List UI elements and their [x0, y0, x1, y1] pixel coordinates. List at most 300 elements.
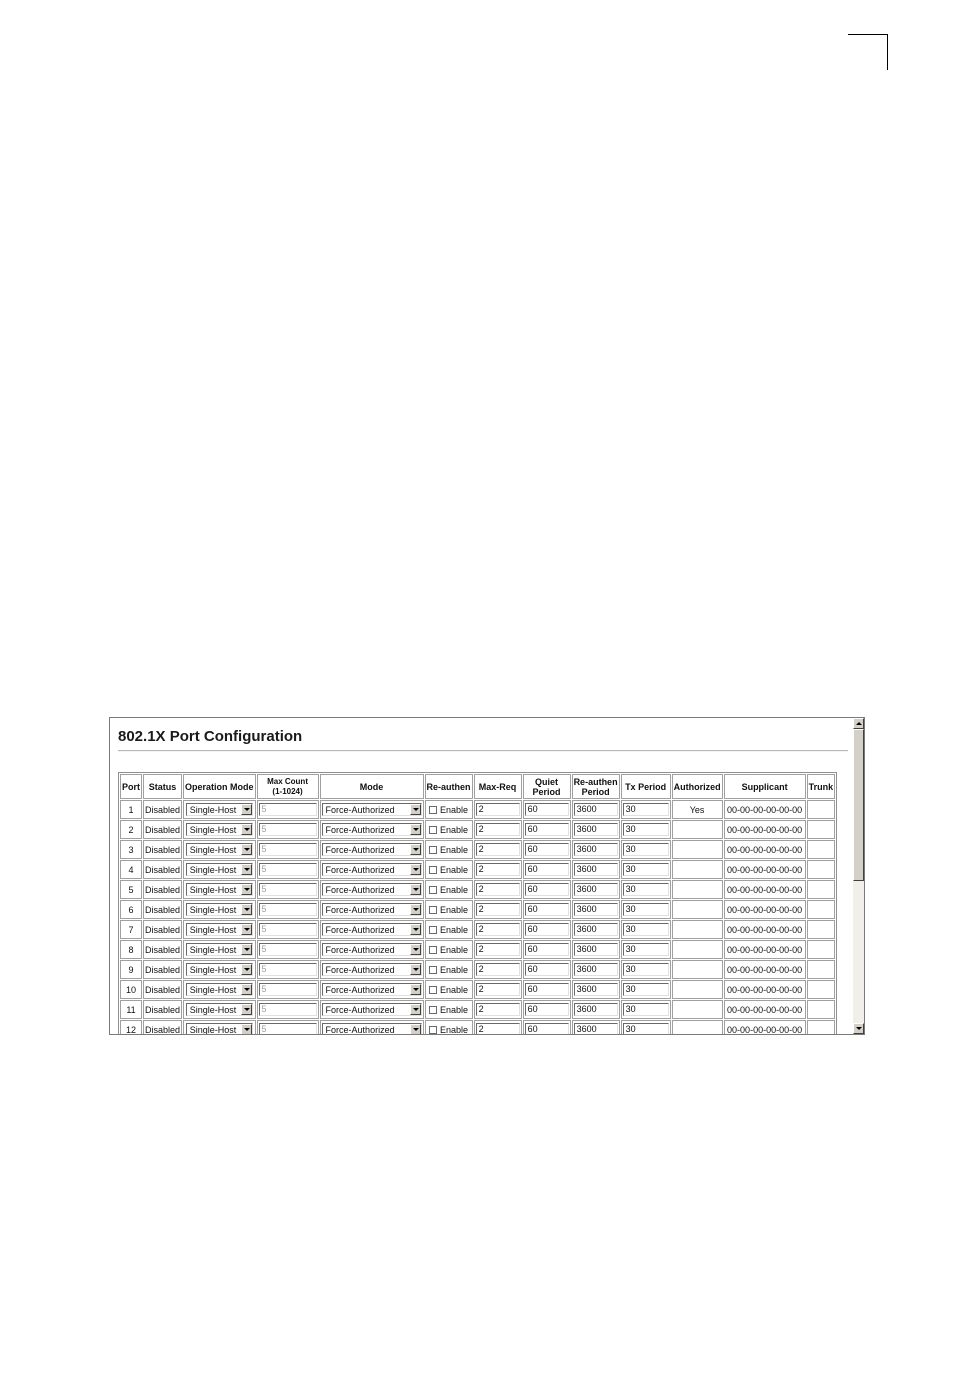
cell-max-req — [474, 840, 522, 859]
operation-mode-select[interactable] — [186, 943, 253, 956]
cell-port: 5 — [120, 880, 142, 899]
mode-select[interactable] — [322, 863, 422, 876]
tx-period-input[interactable]: 30 — [623, 943, 669, 956]
cell-supplicant: 00-00-00-00-00-00 — [724, 840, 806, 859]
table-row — [120, 860, 835, 879]
tx-period-input[interactable]: 30 — [623, 903, 669, 916]
cell-max-count — [257, 900, 319, 919]
operation-mode-value: Single-Host — [189, 945, 237, 955]
quiet-period-input[interactable]: 60 — [525, 1023, 569, 1034]
mode-select[interactable] — [322, 903, 422, 916]
cell-quiet-period — [523, 800, 571, 819]
cell-tx-period — [621, 980, 671, 999]
reauth-enable-checkbox[interactable] — [429, 866, 437, 874]
cell-reauth-period — [572, 840, 620, 859]
cell-quiet-period — [523, 1000, 571, 1019]
operation-mode-value: Single-Host — [189, 805, 237, 815]
quiet-period-input[interactable]: 60 — [525, 843, 569, 856]
operation-mode-select[interactable] — [186, 963, 253, 976]
cell-supplicant: 00-00-00-00-00-00 — [724, 800, 806, 819]
title-divider-highlight — [118, 751, 848, 752]
max-req-input[interactable]: 2 — [476, 963, 520, 976]
reauth-enable-label: Enable — [440, 924, 469, 935]
tx-period-input[interactable]: 30 — [623, 843, 669, 856]
chevron-down-icon[interactable] — [410, 944, 421, 955]
operation-mode-select[interactable] — [186, 803, 253, 816]
mode-select[interactable] — [322, 1003, 422, 1016]
reauth-enable-checkbox[interactable] — [429, 906, 437, 914]
cell-port: 7 — [120, 920, 142, 939]
chevron-down-icon[interactable] — [410, 844, 421, 855]
mode-value: Force-Authorized — [325, 1025, 395, 1034]
cell-quiet-period — [523, 860, 571, 879]
mode-select[interactable] — [322, 803, 422, 816]
tx-period-input[interactable]: 30 — [623, 1003, 669, 1016]
reauth-enable-checkbox[interactable] — [429, 966, 437, 974]
operation-mode-value: Single-Host — [189, 1025, 237, 1034]
max-count-input[interactable]: 5 — [259, 923, 317, 936]
max-req-input[interactable]: 2 — [476, 943, 520, 956]
cell-re-authen — [425, 960, 473, 979]
cell-mode — [320, 800, 424, 819]
chevron-down-icon[interactable] — [241, 804, 252, 815]
cell-max-req — [474, 940, 522, 959]
header-reauth-period — [572, 774, 620, 799]
quiet-period-input[interactable]: 60 — [525, 943, 569, 956]
header-supplicant: Supplicant — [724, 774, 806, 799]
chevron-down-icon[interactable] — [410, 904, 421, 915]
scrollbar-thumb[interactable] — [853, 729, 864, 881]
max-req-input[interactable]: 2 — [476, 883, 520, 896]
reauth-enable-checkbox[interactable] — [429, 986, 437, 994]
cell-port: 4 — [120, 860, 142, 879]
page-corner-mark — [848, 34, 888, 70]
chevron-down-icon[interactable] — [241, 824, 252, 835]
cell-tx-period — [621, 1000, 671, 1019]
operation-mode-value: Single-Host — [189, 885, 237, 895]
cell-trunk — [807, 820, 836, 839]
header-re-authen: Re-authen — [425, 774, 473, 799]
cell-operation-mode — [183, 900, 256, 919]
cell-reauth-period — [572, 900, 620, 919]
operation-mode-value: Single-Host — [189, 925, 237, 935]
max-count-input[interactable]: 5 — [259, 1003, 317, 1016]
chevron-down-icon[interactable] — [241, 844, 252, 855]
mode-value: Force-Authorized — [325, 1005, 395, 1015]
cell-port: 9 — [120, 960, 142, 979]
cell-status: Disabled — [143, 1020, 182, 1034]
cell-port: 3 — [120, 840, 142, 859]
cell-re-authen — [425, 840, 473, 859]
operation-mode-select[interactable] — [186, 863, 253, 876]
cell-quiet-period — [523, 940, 571, 959]
cell-re-authen — [425, 880, 473, 899]
cell-re-authen — [425, 800, 473, 819]
mode-value: Force-Authorized — [325, 885, 395, 895]
operation-mode-value: Single-Host — [189, 825, 237, 835]
table-row — [120, 880, 835, 899]
reauth-period-input[interactable]: 3600 — [574, 803, 618, 816]
operation-mode-select[interactable] — [186, 883, 253, 896]
reauth-period-input[interactable]: 3600 — [574, 843, 618, 856]
chevron-down-icon[interactable] — [410, 804, 421, 815]
browser-frame — [109, 717, 865, 1035]
header-reauth-line2: Period — [581, 786, 610, 797]
reauth-period-input[interactable]: 3600 — [574, 823, 618, 836]
mode-value: Force-Authorized — [325, 985, 395, 995]
mode-value: Force-Authorized — [325, 865, 395, 875]
cell-mode — [320, 1000, 424, 1019]
chevron-down-icon[interactable] — [241, 964, 252, 975]
cell-max-count — [257, 1000, 319, 1019]
operation-mode-select[interactable] — [186, 843, 253, 856]
cell-reauth-period — [572, 940, 620, 959]
cell-reauth-period — [572, 1000, 620, 1019]
chevron-down-icon[interactable] — [410, 924, 421, 935]
cell-port: 8 — [120, 940, 142, 959]
corner-mark-vertical — [887, 34, 888, 70]
max-count-input[interactable]: 5 — [259, 903, 317, 916]
reauth-period-input[interactable]: 3600 — [574, 943, 618, 956]
chevron-down-icon[interactable] — [410, 1024, 421, 1034]
tx-period-input[interactable]: 30 — [623, 963, 669, 976]
chevron-down-icon[interactable] — [410, 964, 421, 975]
cell-quiet-period — [523, 960, 571, 979]
cell-status: Disabled — [143, 980, 182, 999]
cell-max-req — [474, 1020, 522, 1034]
cell-authorized — [672, 820, 723, 839]
chevron-down-icon[interactable] — [241, 904, 252, 915]
chevron-down-icon[interactable] — [410, 984, 421, 995]
table-row — [120, 900, 835, 919]
chevron-down-icon[interactable] — [241, 864, 252, 875]
cell-mode — [320, 840, 424, 859]
max-req-input[interactable]: 2 — [476, 823, 520, 836]
mode-select[interactable] — [322, 843, 422, 856]
table-row — [120, 960, 835, 979]
cell-max-req — [474, 820, 522, 839]
max-count-input[interactable]: 5 — [259, 863, 317, 876]
mode-select[interactable] — [322, 943, 422, 956]
quiet-period-input[interactable]: 60 — [525, 1003, 569, 1016]
cell-reauth-period — [572, 860, 620, 879]
max-count-input[interactable]: 5 — [259, 843, 317, 856]
reauth-period-input[interactable]: 3600 — [574, 883, 618, 896]
cell-supplicant: 00-00-00-00-00-00 — [724, 860, 806, 879]
reauth-enable-checkbox[interactable] — [429, 926, 437, 934]
cell-trunk — [807, 960, 836, 979]
table-body — [120, 800, 835, 1034]
vertical-scrollbar[interactable] — [853, 718, 864, 1034]
cell-max-count — [257, 1020, 319, 1034]
cell-port: 11 — [120, 1000, 142, 1019]
reauth-period-input[interactable]: 3600 — [574, 963, 618, 976]
cell-operation-mode — [183, 980, 256, 999]
reauth-period-input[interactable]: 3600 — [574, 923, 618, 936]
mode-select[interactable] — [322, 983, 422, 996]
corner-mark-horizontal — [848, 34, 888, 35]
operation-mode-select[interactable] — [186, 1023, 253, 1034]
chevron-down-icon[interactable] — [241, 984, 252, 995]
cell-max-count — [257, 980, 319, 999]
cell-port: 2 — [120, 820, 142, 839]
cell-trunk — [807, 880, 836, 899]
reauth-enable-checkbox[interactable] — [429, 1006, 437, 1014]
cell-operation-mode — [183, 880, 256, 899]
cell-reauth-period — [572, 920, 620, 939]
cell-supplicant: 00-00-00-00-00-00 — [724, 1020, 806, 1034]
table-row — [120, 1020, 835, 1034]
max-count-input[interactable]: 5 — [259, 983, 317, 996]
cell-re-authen — [425, 900, 473, 919]
chevron-down-icon[interactable] — [241, 924, 252, 935]
tx-period-input[interactable]: 30 — [623, 803, 669, 816]
cell-port: 6 — [120, 900, 142, 919]
max-req-input[interactable]: 2 — [476, 863, 520, 876]
cell-max-req — [474, 860, 522, 879]
cell-tx-period — [621, 940, 671, 959]
operation-mode-select[interactable] — [186, 983, 253, 996]
tx-period-input[interactable]: 30 — [623, 983, 669, 996]
cell-status: Disabled — [143, 940, 182, 959]
cell-reauth-period — [572, 980, 620, 999]
chevron-down-icon[interactable] — [241, 884, 252, 895]
cell-quiet-period — [523, 880, 571, 899]
mode-select[interactable] — [322, 1023, 422, 1034]
cell-max-req — [474, 980, 522, 999]
max-req-input[interactable]: 2 — [476, 903, 520, 916]
reauth-enable-checkbox[interactable] — [429, 946, 437, 954]
max-req-input[interactable]: 2 — [476, 1023, 520, 1034]
cell-quiet-period — [523, 900, 571, 919]
reauth-enable-checkbox[interactable] — [429, 806, 437, 814]
tx-period-input[interactable]: 30 — [623, 1023, 669, 1034]
cell-reauth-period — [572, 800, 620, 819]
cell-supplicant: 00-00-00-00-00-00 — [724, 920, 806, 939]
cell-mode — [320, 900, 424, 919]
header-max-count-line2: (1-1024) — [272, 786, 303, 796]
max-req-input[interactable]: 2 — [476, 923, 520, 936]
reauth-enable-label: Enable — [440, 944, 469, 955]
operation-mode-value: Single-Host — [189, 905, 237, 915]
cell-tx-period — [621, 880, 671, 899]
cell-mode — [320, 1020, 424, 1034]
reauth-enable-checkbox[interactable] — [429, 1026, 437, 1034]
cell-quiet-period — [523, 920, 571, 939]
cell-authorized — [672, 920, 723, 939]
max-count-input[interactable]: 5 — [259, 1023, 317, 1034]
reauth-enable-checkbox[interactable] — [429, 826, 437, 834]
max-count-input[interactable]: 5 — [259, 823, 317, 836]
cell-operation-mode — [183, 1020, 256, 1034]
page-content — [110, 718, 854, 1034]
cell-reauth-period — [572, 1020, 620, 1034]
tx-period-input[interactable]: 30 — [623, 923, 669, 936]
cell-mode — [320, 960, 424, 979]
max-count-input[interactable]: 5 — [259, 963, 317, 976]
port-config-table — [118, 772, 837, 1034]
header-status: Status — [143, 774, 182, 799]
operation-mode-select[interactable] — [186, 923, 253, 936]
cell-re-authen — [425, 940, 473, 959]
reauth-period-input[interactable]: 3600 — [574, 1023, 618, 1034]
reauth-enable-label: Enable — [440, 884, 469, 895]
cell-quiet-period — [523, 980, 571, 999]
cell-port: 12 — [120, 1020, 142, 1034]
cell-status: Disabled — [143, 880, 182, 899]
table-header-row — [120, 774, 835, 799]
reauth-period-input[interactable]: 3600 — [574, 1003, 618, 1016]
operation-mode-select[interactable] — [186, 823, 253, 836]
cell-mode — [320, 980, 424, 999]
chevron-down-icon[interactable] — [410, 884, 421, 895]
page-title: 802.1X Port Configuration — [118, 728, 303, 745]
quiet-period-input[interactable]: 60 — [525, 823, 569, 836]
chevron-down-icon[interactable] — [410, 864, 421, 875]
cell-reauth-period — [572, 820, 620, 839]
reauth-period-input[interactable]: 3600 — [574, 983, 618, 996]
cell-authorized — [672, 1020, 723, 1034]
reauth-enable-checkbox[interactable] — [429, 886, 437, 894]
tx-period-input[interactable]: 30 — [623, 823, 669, 836]
mode-select[interactable] — [322, 963, 422, 976]
scroll-down-arrow-icon[interactable] — [853, 1023, 864, 1034]
max-count-input[interactable]: 5 — [259, 943, 317, 956]
cell-quiet-period — [523, 820, 571, 839]
cell-max-count — [257, 820, 319, 839]
mode-value: Force-Authorized — [325, 845, 395, 855]
cell-operation-mode — [183, 920, 256, 939]
cell-authorized — [672, 840, 723, 859]
reauth-enable-label: Enable — [440, 984, 469, 995]
table-row — [120, 1000, 835, 1019]
cell-authorized — [672, 960, 723, 979]
chevron-down-icon[interactable] — [241, 944, 252, 955]
mode-value: Force-Authorized — [325, 905, 395, 915]
cell-max-count — [257, 960, 319, 979]
cell-tx-period — [621, 960, 671, 979]
cell-mode — [320, 880, 424, 899]
header-mode: Mode — [320, 774, 424, 799]
quiet-period-input[interactable]: 60 — [525, 803, 569, 816]
header-quiet-line2: Period — [532, 786, 561, 797]
cell-reauth-period — [572, 960, 620, 979]
cell-quiet-period — [523, 1020, 571, 1034]
cell-mode — [320, 820, 424, 839]
cell-status: Disabled — [143, 1000, 182, 1019]
cell-max-req — [474, 920, 522, 939]
operation-mode-select[interactable] — [186, 1003, 253, 1016]
scroll-up-arrow-icon[interactable] — [853, 718, 864, 729]
chevron-down-icon[interactable] — [410, 1004, 421, 1015]
operation-mode-select[interactable] — [186, 903, 253, 916]
tx-period-input[interactable]: 30 — [623, 863, 669, 876]
header-reauth-line1: Re-authen — [573, 776, 618, 787]
cell-operation-mode — [183, 820, 256, 839]
cell-tx-period — [621, 920, 671, 939]
reauth-enable-label: Enable — [440, 1004, 469, 1015]
chevron-down-icon[interactable] — [410, 824, 421, 835]
header-authorized: Authorized — [672, 774, 723, 799]
cell-reauth-period — [572, 880, 620, 899]
cell-status: Disabled — [143, 820, 182, 839]
cell-re-authen — [425, 1020, 473, 1034]
cell-trunk — [807, 800, 836, 819]
cell-authorized: Yes — [672, 800, 723, 819]
operation-mode-value: Single-Host — [189, 965, 237, 975]
cell-mode — [320, 860, 424, 879]
max-req-input[interactable]: 2 — [476, 1003, 520, 1016]
header-tx-period: Tx Period — [621, 774, 671, 799]
reauth-enable-label: Enable — [440, 844, 469, 855]
table-row — [120, 980, 835, 999]
mode-select[interactable] — [322, 923, 422, 936]
cell-trunk — [807, 1000, 836, 1019]
header-max-count-line1: Max Count — [267, 776, 308, 786]
cell-port: 1 — [120, 800, 142, 819]
cell-max-req — [474, 900, 522, 919]
cell-trunk — [807, 840, 836, 859]
cell-max-count — [257, 940, 319, 959]
quiet-period-input[interactable]: 60 — [525, 963, 569, 976]
tx-period-input[interactable]: 30 — [623, 883, 669, 896]
reauth-enable-checkbox[interactable] — [429, 846, 437, 854]
quiet-period-input[interactable]: 60 — [525, 883, 569, 896]
cell-status: Disabled — [143, 920, 182, 939]
max-req-input[interactable]: 2 — [476, 983, 520, 996]
table-row — [120, 940, 835, 959]
max-req-input[interactable]: 2 — [476, 843, 520, 856]
max-count-input[interactable]: 5 — [259, 883, 317, 896]
operation-mode-value: Single-Host — [189, 865, 237, 875]
quiet-period-input[interactable]: 60 — [525, 903, 569, 916]
mode-value: Force-Authorized — [325, 805, 395, 815]
quiet-period-input[interactable]: 60 — [525, 863, 569, 876]
mode-select[interactable] — [322, 883, 422, 896]
cell-max-count — [257, 920, 319, 939]
cell-mode — [320, 940, 424, 959]
cell-authorized — [672, 940, 723, 959]
chevron-down-icon[interactable] — [241, 1004, 252, 1015]
max-req-input[interactable]: 2 — [476, 803, 520, 816]
reauth-enable-label: Enable — [440, 864, 469, 875]
cell-authorized — [672, 900, 723, 919]
header-port: Port — [120, 774, 142, 799]
cell-authorized — [672, 860, 723, 879]
cell-re-authen — [425, 920, 473, 939]
cell-max-req — [474, 880, 522, 899]
reauth-period-input[interactable]: 3600 — [574, 903, 618, 916]
cell-status: Disabled — [143, 960, 182, 979]
cell-max-count — [257, 840, 319, 859]
quiet-period-input[interactable]: 60 — [525, 923, 569, 936]
cell-status: Disabled — [143, 900, 182, 919]
reauth-enable-label: Enable — [440, 1024, 469, 1034]
table-row — [120, 920, 835, 939]
operation-mode-value: Single-Host — [189, 845, 237, 855]
chevron-down-icon[interactable] — [241, 1024, 252, 1034]
cell-tx-period — [621, 800, 671, 819]
cell-supplicant: 00-00-00-00-00-00 — [724, 880, 806, 899]
quiet-period-input[interactable]: 60 — [525, 983, 569, 996]
max-count-input[interactable]: 5 — [259, 803, 317, 816]
mode-select[interactable] — [322, 823, 422, 836]
cell-tx-period — [621, 1020, 671, 1034]
reauth-period-input[interactable]: 3600 — [574, 863, 618, 876]
mode-value: Force-Authorized — [325, 965, 395, 975]
cell-re-authen — [425, 820, 473, 839]
cell-authorized — [672, 980, 723, 999]
